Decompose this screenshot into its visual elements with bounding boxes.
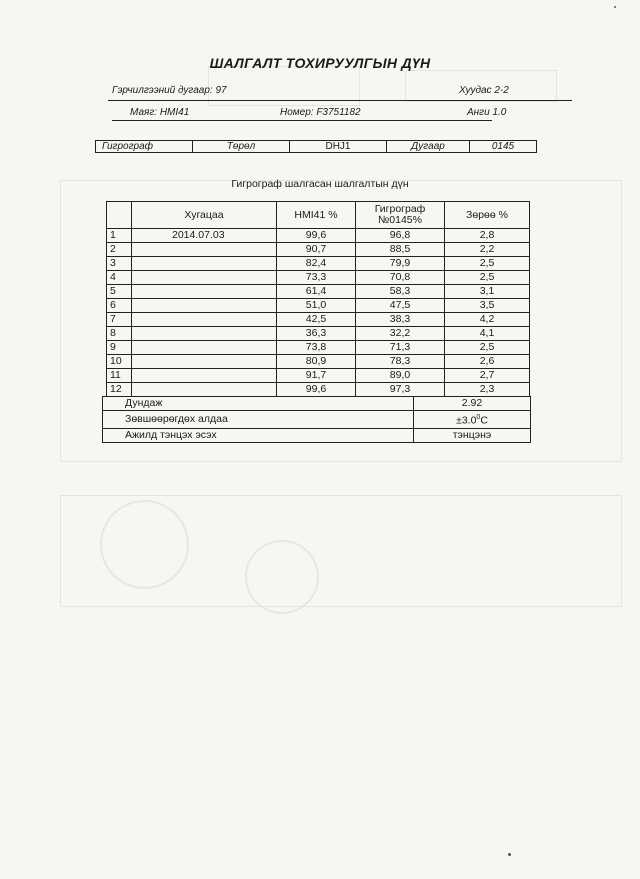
row-hygrograph-value: 88,5	[356, 243, 445, 257]
row-error-value: 2,2	[445, 243, 530, 257]
instrument-table	[95, 140, 537, 153]
row-hygrograph-value: 89,0	[356, 369, 445, 383]
document-title: ШАЛГАЛТ ТОХИРУУЛГЫН ДҮН	[209, 55, 431, 71]
row-hmi-value: 36,3	[277, 327, 356, 341]
average-value: 2.92	[414, 397, 531, 411]
row-hygrograph-value: 96,8	[356, 229, 445, 243]
result-row	[107, 341, 530, 355]
instrument-name: Гигрограф	[96, 141, 193, 153]
row-time	[132, 369, 277, 383]
summary-row-average	[103, 397, 531, 411]
header-hmi: HMI41 %	[277, 202, 356, 229]
tolerance-label: Зөвшөөрөгдөх алдаа	[103, 411, 414, 429]
instrument-type-value: DHJ1	[290, 141, 387, 153]
summary-row-tolerance	[103, 411, 531, 429]
result-row	[107, 257, 530, 271]
row-hmi-value: 73,8	[277, 341, 356, 355]
row-number: 7	[107, 313, 132, 327]
row-time	[132, 313, 277, 327]
usability-label: Ажилд тэнцэх эсэх	[103, 428, 414, 442]
row-error-value: 2,5	[445, 341, 530, 355]
tolerance-value-cell	[414, 411, 531, 429]
result-row	[107, 313, 530, 327]
row-number: 11	[107, 369, 132, 383]
row-error-value: 2,5	[445, 257, 530, 271]
row-hmi-value: 42,5	[277, 313, 356, 327]
row-hygrograph-value: 47,5	[356, 299, 445, 313]
summary-table	[102, 396, 531, 443]
results-header-row	[107, 202, 530, 229]
row-number: 3	[107, 257, 132, 271]
header-no	[107, 202, 132, 229]
bleed-through-stamp	[245, 540, 319, 614]
row-hygrograph-value: 32,2	[356, 327, 445, 341]
row-hmi-value: 90,7	[277, 243, 356, 257]
usability-value: тэнцэнэ	[414, 428, 531, 442]
row-hygrograph-value: 78,3	[356, 355, 445, 369]
average-label: Дундаж	[103, 397, 414, 411]
instrument-number-label: Дугаар	[387, 141, 470, 153]
row-error-value: 2,7	[445, 369, 530, 383]
row-time	[132, 243, 277, 257]
row-error-value: 4,1	[445, 327, 530, 341]
summary-row-usability	[103, 428, 531, 442]
row-error-value: 3,5	[445, 299, 530, 313]
results-body	[107, 229, 530, 397]
row-time	[132, 285, 277, 299]
scan-speck	[508, 853, 511, 856]
row-time	[132, 355, 277, 369]
model-label: Маяг: HMI41	[130, 107, 190, 118]
row-hmi-value: 91,7	[277, 369, 356, 383]
row-hygrograph-value: 70,8	[356, 271, 445, 285]
result-row	[107, 383, 530, 397]
row-hmi-value: 51,0	[277, 299, 356, 313]
header-hygrograph	[356, 202, 445, 229]
subheader-rule	[112, 120, 492, 121]
bleed-through-stamp	[100, 500, 189, 589]
result-row	[107, 285, 530, 299]
instrument-number-value: 0145	[470, 141, 537, 153]
row-number: 12	[107, 383, 132, 397]
row-number: 6	[107, 299, 132, 313]
row-hygrograph-value: 79,9	[356, 257, 445, 271]
row-error-value: 2,8	[445, 229, 530, 243]
page-number: Хуудас 2-2	[459, 85, 509, 96]
row-hygrograph-value: 71,3	[356, 341, 445, 355]
row-number: 5	[107, 285, 132, 299]
instrument-type-label: Төрөл	[193, 141, 290, 153]
section-title: Гигрограф шалгасан шалгалтын дүн	[231, 178, 409, 190]
tolerance-unit: C	[480, 414, 488, 427]
tolerance-degree: 0	[476, 414, 481, 421]
result-row	[107, 271, 530, 285]
class-label: Анги 1.0	[467, 107, 507, 118]
result-row	[107, 327, 530, 341]
row-hygrograph-value: 58,3	[356, 285, 445, 299]
result-row	[107, 243, 530, 257]
row-number: 4	[107, 271, 132, 285]
header-error: Зөрөө %	[445, 202, 530, 229]
row-time: 2014.07.03	[132, 229, 277, 243]
row-hygrograph-value: 38,3	[356, 313, 445, 327]
certificate-number: Гэрчилгээний дугаар: 97	[112, 85, 227, 96]
tolerance-value: ±3.0	[456, 414, 477, 427]
row-time	[132, 271, 277, 285]
serial-label: Номер: F3751182	[280, 107, 361, 118]
row-hmi-value: 82,4	[277, 257, 356, 271]
results-table	[106, 201, 530, 397]
header-rule	[108, 100, 572, 101]
result-row	[107, 355, 530, 369]
row-number: 8	[107, 327, 132, 341]
row-number: 2	[107, 243, 132, 257]
row-hmi-value: 80,9	[277, 355, 356, 369]
row-number: 9	[107, 341, 132, 355]
row-hmi-value: 99,6	[277, 383, 356, 397]
result-row	[107, 369, 530, 383]
row-number: 1	[107, 229, 132, 243]
instrument-row	[96, 141, 537, 153]
scan-speck	[614, 6, 616, 8]
row-hmi-value: 61,4	[277, 285, 356, 299]
row-error-value: 3,1	[445, 285, 530, 299]
result-row	[107, 229, 530, 243]
row-hmi-value: 99,6	[277, 229, 356, 243]
row-number: 10	[107, 355, 132, 369]
header-time: Хугацаа	[132, 202, 277, 229]
row-time	[132, 383, 277, 397]
row-time	[132, 327, 277, 341]
row-hmi-value: 73,3	[277, 271, 356, 285]
result-row	[107, 299, 530, 313]
row-time	[132, 257, 277, 271]
row-hygrograph-value: 97,3	[356, 383, 445, 397]
row-error-value: 2,3	[445, 383, 530, 397]
row-error-value: 2,6	[445, 355, 530, 369]
row-time	[132, 341, 277, 355]
row-error-value: 2,5	[445, 271, 530, 285]
header-hygrograph-line2: №0145%	[378, 214, 422, 226]
row-error-value: 4,2	[445, 313, 530, 327]
header-hygrograph-line1: Гигрограф	[374, 203, 426, 215]
row-time	[132, 299, 277, 313]
